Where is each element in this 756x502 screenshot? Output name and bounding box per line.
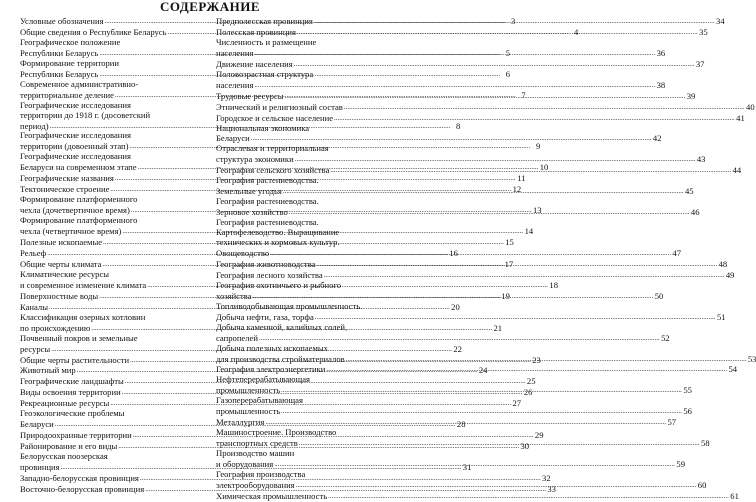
toc-entry-title-line: Беларуси xyxy=(216,133,250,144)
toc-page-number: 56 xyxy=(683,406,692,417)
toc-page-number: 32 xyxy=(542,472,551,483)
dot-leader xyxy=(328,491,729,502)
toc-page-number: 11 xyxy=(517,173,526,184)
toc-page-number: 28 xyxy=(456,419,466,430)
toc-entry-title-line: для производства стройматериалов xyxy=(216,353,345,364)
toc-entry-title-line: провинция xyxy=(20,462,60,473)
toc-entry xyxy=(216,112,745,124)
dot-leader xyxy=(315,312,716,323)
dot-leader xyxy=(281,406,682,417)
toc-page-number: 9 xyxy=(535,141,541,152)
toc-entry-title-line: География растениеводства. xyxy=(216,196,319,207)
toc-entry-title-line: по происхождению xyxy=(20,322,91,333)
toc-page-number: 29 xyxy=(534,430,544,441)
toc-entry-title-line: Общие черты растительности xyxy=(20,354,130,365)
toc-page-number: 44 xyxy=(732,165,742,176)
toc-entry-title-line: Современное административно- xyxy=(20,78,139,89)
dot-leader xyxy=(330,162,731,176)
toc-page-number: 39 xyxy=(686,90,696,101)
dot-leader xyxy=(254,48,655,59)
toc-page-number: 19 xyxy=(501,290,510,301)
dot-leader xyxy=(296,480,697,491)
toc-entry-title-line: Каналы xyxy=(20,301,48,312)
toc-entry xyxy=(216,36,666,59)
toc-entry-title-line: География охотничьего и рыбного xyxy=(216,279,342,290)
toc-entry-title-line: Рекреационные ресурсы xyxy=(20,398,110,409)
toc-page-number: 20 xyxy=(451,301,460,312)
toc-entry-title-line: Предполесская провинция xyxy=(216,16,313,26)
toc-entry-title-line: ресурсы xyxy=(20,343,51,354)
toc-entry-title-line: населения xyxy=(216,79,254,90)
toc-entry-title-line: электрооборудования xyxy=(216,479,295,490)
toc-page-number: 50 xyxy=(654,290,664,301)
toc-page-number: 23 xyxy=(532,354,541,365)
toc-entry xyxy=(216,16,725,27)
toc-entry-title-line: Полезные ископаемые xyxy=(20,237,103,248)
toc-page-number: 53 xyxy=(747,353,756,364)
toc-page-number: 57 xyxy=(667,417,677,428)
toc-entry-title-line: Трудовые ресурсы xyxy=(216,90,284,101)
toc-page-number: 12 xyxy=(512,184,522,195)
toc-entry-title-line: Половозрастная структура xyxy=(216,68,314,79)
toc-entry xyxy=(216,490,739,502)
toc-entry xyxy=(216,122,662,145)
toc-page-number: 3 xyxy=(511,16,516,26)
toc-entry-title-line: Нефтеперерабатывающая xyxy=(216,374,310,385)
toc-page-number: 24 xyxy=(478,365,488,376)
toc-entry-title-line: Географические исследования xyxy=(20,151,131,162)
toc-entry-title-line: Рельеф xyxy=(20,247,47,258)
toc-entry-title-line: структура экономики xyxy=(216,154,294,165)
dot-leader xyxy=(283,186,684,197)
dot-leader xyxy=(259,333,660,344)
toc-entry-title-line: Формирование платформенного xyxy=(20,194,138,205)
toc-entry-title-line: Климатические ресурсы xyxy=(20,268,110,279)
toc-entry-title-line: Географические ландшафты xyxy=(20,376,124,387)
toc-page-number: 16 xyxy=(449,247,458,258)
dot-leader xyxy=(274,459,675,470)
toc-entry-title-line: Металлургия xyxy=(216,417,265,428)
toc-page-number: 46 xyxy=(690,207,700,218)
toc-entry-title-line: территориальное деление xyxy=(20,89,114,100)
toc-entry-title-line: технических и кормовых культур. xyxy=(216,237,340,248)
toc-entry-title-line: Формирование территории xyxy=(20,57,119,68)
toc-page-number: 21 xyxy=(493,322,503,333)
toc-entry-title-line: Беларуси на современном этапе xyxy=(20,162,137,173)
toc-page-number: 14 xyxy=(524,226,534,237)
toc-entry-title-line: География лесного хозяйства xyxy=(216,269,323,280)
toc-page-number: 51 xyxy=(716,311,726,322)
toc-page-number: 61 xyxy=(730,490,739,501)
toc-page-number: 54 xyxy=(728,364,738,375)
toc-entry-title-line: Общие черты климата xyxy=(20,258,102,269)
toc-page-number: 6 xyxy=(505,68,511,79)
toc-page-number: 22 xyxy=(453,343,462,354)
page-title: СОДЕРЖАНИЕ xyxy=(159,0,261,14)
toc-entry-title-line: Геоэкологические проблемы xyxy=(20,408,125,419)
toc-entry-title-line: Районирование и его виды xyxy=(20,441,118,452)
toc-entry-title-line: чехла (дочетвертичное время) xyxy=(20,205,130,216)
toc-page-number: 26 xyxy=(523,387,533,398)
dot-leader xyxy=(281,385,682,396)
toc-entry-title-line: Топливодобывающая промышленность. xyxy=(216,300,363,311)
toc-entry-title-line: и современное изменение климата xyxy=(20,279,147,290)
toc-page-number: 38 xyxy=(656,79,666,90)
toc-page-number: 7 xyxy=(521,89,526,100)
toc-page-number: 30 xyxy=(520,441,530,452)
toc-page-number: 36 xyxy=(656,47,666,58)
toc-entry-title-line: Республики Беларусь xyxy=(20,47,99,58)
toc-entry-title-line: Классификация озерных котловин xyxy=(20,311,146,322)
dot-leader xyxy=(316,259,717,270)
toc-page-number: 4 xyxy=(574,26,579,37)
toc-entry-title-line: Добыча нефти, газа, торфа xyxy=(216,311,314,322)
toc-page-number: 33 xyxy=(547,483,556,494)
dot-leader xyxy=(314,16,715,27)
toc-entry-title-line: промышленность xyxy=(216,385,281,396)
toc-entry-title-line: Численность и размещение xyxy=(216,36,317,47)
toc-entry-title-line: Западно-белорусская провинция xyxy=(20,472,139,483)
toc-page-number: 27 xyxy=(512,398,522,409)
dot-leader xyxy=(299,438,700,449)
toc-entry-title-line: Полесская провинция xyxy=(216,26,296,37)
toc-entry-title-line: чехла (четвертичное время) xyxy=(20,226,122,237)
toc-entry-title-line: период) xyxy=(20,120,49,131)
dot-leader xyxy=(297,27,698,38)
toc-entry-title-line: Городское и сельское население xyxy=(216,112,334,123)
toc-entry-title-line: территории (довоенный этап) xyxy=(20,141,129,152)
toc-entry-title-line: Природоохранные территории xyxy=(20,430,132,441)
dot-leader xyxy=(324,270,725,281)
toc-entry-title-line: Географическое положение xyxy=(20,36,121,47)
toc-entry-title-line: Машиностроение. Производство xyxy=(216,427,337,438)
toc-entry-title-line: Добыча полезных ископаемых xyxy=(216,342,328,353)
toc-page-number: 8 xyxy=(456,120,461,131)
toc-entry-title-line: Географические исследования xyxy=(20,130,131,141)
toc-entry-title-line: Животный мир xyxy=(20,365,76,376)
toc-page-number: 34 xyxy=(716,16,725,26)
toc-entry-title-line: Земельные угодья xyxy=(216,186,282,197)
toc-entry-title-line: Овощеводство xyxy=(216,247,270,258)
dot-leader xyxy=(289,207,690,218)
toc-entry-title-line: и оборудования xyxy=(216,459,274,470)
toc-entry-title-line: Формирование платформенного xyxy=(20,215,138,226)
toc-entry-title-line: Географические названия xyxy=(20,173,114,184)
toc-entry-title-line: Газоперерабатывающая xyxy=(216,395,303,406)
toc-entry-title-line: Химическая промышленность xyxy=(216,490,328,501)
toc-page-number: 42 xyxy=(652,133,662,144)
toc-entry-title-line: Картофелеводство. Выращивание xyxy=(216,227,340,238)
toc-page-number: 52 xyxy=(661,332,670,343)
toc-page-number: 60 xyxy=(697,479,707,490)
toc-page-number: 40 xyxy=(746,101,755,112)
toc-entry-title-line: Условные обозначения xyxy=(20,16,104,26)
toc-page-number: 55 xyxy=(683,385,692,396)
toc-page-number: 59 xyxy=(676,459,685,470)
toc-page-number: 25 xyxy=(526,376,536,387)
toc-entry xyxy=(216,101,755,113)
toc-entry-title-line: Виды освоения территории xyxy=(20,387,121,398)
toc-entry-title-line: территории до 1918 г. (досоветский xyxy=(20,109,151,120)
toc-entry-title-line: транспортных средств xyxy=(216,438,298,449)
toc-page-number: 17 xyxy=(504,258,514,269)
dot-leader xyxy=(295,154,696,165)
dot-leader xyxy=(285,91,686,102)
toc-entry-title-line: Движение населения xyxy=(216,58,293,69)
toc-page-number: 58 xyxy=(701,438,710,449)
toc-entry-title-line: Беларуси xyxy=(20,419,54,430)
toc-entry-title-line: Республики Беларусь xyxy=(20,68,99,79)
toc-entry xyxy=(216,90,696,102)
toc-entry-title-line: Почвенный покров и земельные xyxy=(20,332,138,343)
dot-leader xyxy=(270,248,671,259)
toc-entry-title-line: Отраслевая и территориальная xyxy=(216,143,329,154)
dot-leader xyxy=(346,354,747,365)
dot-leader xyxy=(294,59,695,70)
toc-page-number: 49 xyxy=(725,269,735,280)
toc-entry-title-line: География сельского хозяйства xyxy=(216,165,330,176)
toc-entry-title-line: География производства xyxy=(216,468,306,479)
toc-entry-title-line: Производство машин xyxy=(216,448,295,459)
dot-leader xyxy=(344,102,745,113)
toc-page-number: 41 xyxy=(736,112,745,123)
toc-entry-title-line: География растениеводства. xyxy=(216,175,319,186)
toc-page-number: 10 xyxy=(539,162,549,173)
toc-page-number: 13 xyxy=(533,205,542,216)
toc-entry-title-line: География животноводства xyxy=(216,258,316,269)
toc-page-number: 18 xyxy=(549,279,558,290)
toc-page-number: 47 xyxy=(672,247,681,258)
dot-leader xyxy=(334,113,735,124)
toc-entry-title-line: Этнический и религиозный состав xyxy=(216,101,343,112)
toc-entry-title-line: Добыча каменной, калийных солей, xyxy=(216,321,348,332)
toc-page-number: 35 xyxy=(699,26,708,37)
toc-entry-title-line: Тектоническое строение xyxy=(20,184,110,195)
toc-entry-title-line: сапропелей xyxy=(216,332,258,343)
toc-entry-title-line: Географические исследования xyxy=(20,99,131,110)
toc-entry-title-line: промышленность xyxy=(216,406,281,417)
toc-entry-title-line: Зерновое хозяйство xyxy=(216,207,288,218)
dot-leader xyxy=(254,80,655,91)
toc-entry xyxy=(216,143,706,165)
toc-entry-title-line: Поверхностные воды xyxy=(20,290,99,301)
toc-page-number: 37 xyxy=(695,58,705,69)
toc-entry-title-line: География растениеводства. xyxy=(216,217,319,228)
toc-entry-title-line: Общие сведения о Республике Беларусь xyxy=(20,26,167,37)
toc-page-number: 45 xyxy=(684,186,694,197)
toc-page-number: 43 xyxy=(696,154,706,165)
toc-page-number: 15 xyxy=(505,237,514,248)
toc-entry-title-line: Восточно-белорусская провинция xyxy=(20,483,145,494)
toc-page-number: 31 xyxy=(462,462,472,473)
toc-entry-title-line: Национальная экономика xyxy=(216,122,310,133)
toc-entry-title-line: населения xyxy=(216,47,254,58)
toc-entry xyxy=(216,68,666,91)
toc-entry-title-line: География электроэнергетики xyxy=(216,364,326,375)
toc-page-number: 5 xyxy=(505,47,511,58)
toc-entry-title-line: Белорусская поозерская xyxy=(20,451,108,462)
dot-leader xyxy=(326,364,727,375)
toc-entry-title-line: хозяйства xyxy=(216,290,252,301)
toc-page-number: 48 xyxy=(718,258,728,269)
